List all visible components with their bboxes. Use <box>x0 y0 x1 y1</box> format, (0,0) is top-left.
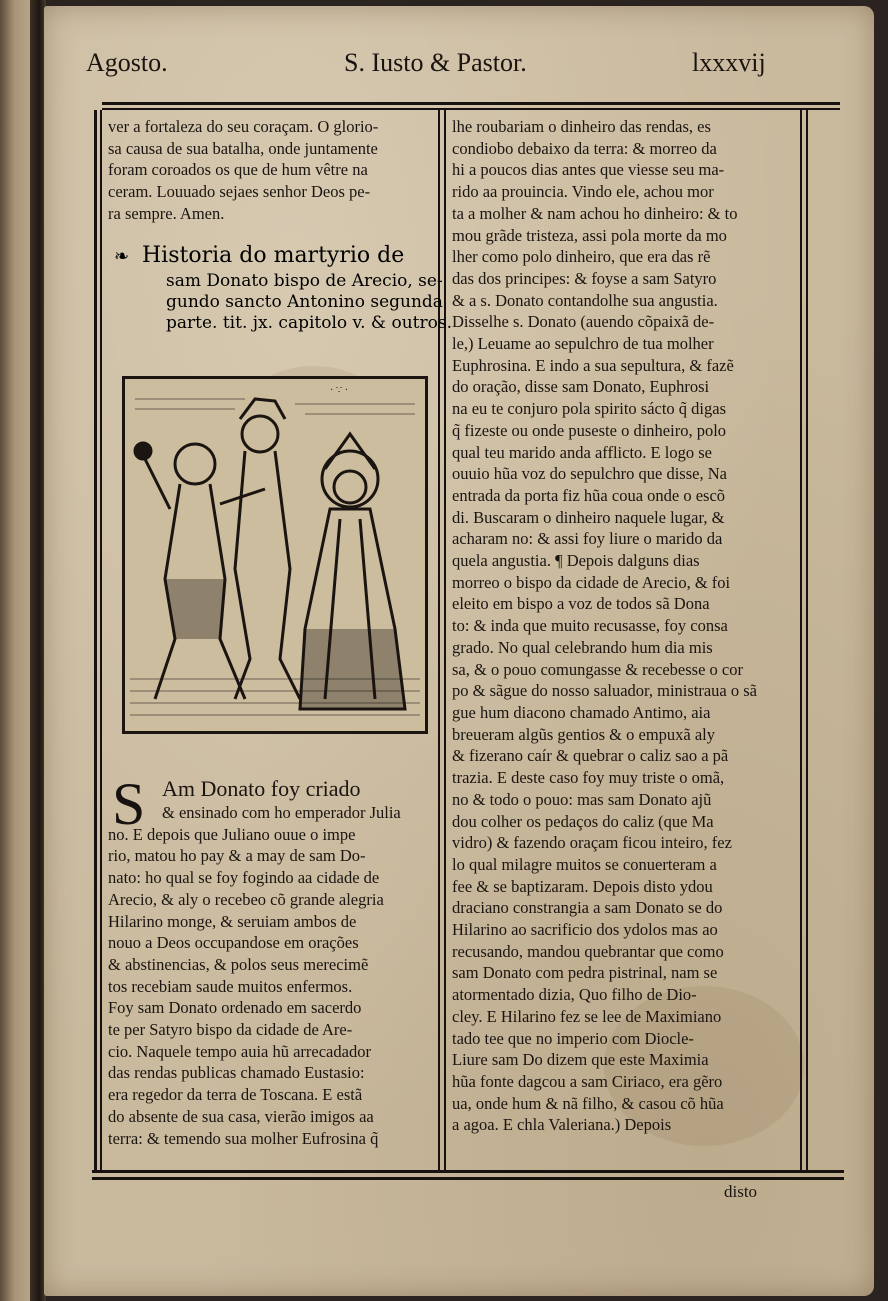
text-line: ceram. Louuado sejaes senhor Deos pe- <box>108 182 371 202</box>
text-line: nato: ho qual se foy fogindo aa cidade de <box>108 868 380 888</box>
woodcut-illustration <box>122 376 428 734</box>
text-line: q̃ fizeste ou onde puseste o dinheiro, polo <box>452 420 727 440</box>
text-line: fee & se baptizaram. Depois disto ydou <box>452 876 713 896</box>
woodcut-mark: · ∵ · <box>330 385 349 396</box>
catchword: disto <box>724 1182 758 1201</box>
text-line: ouuio hũa voz do sepulchro que disse, Na <box>452 464 727 484</box>
text-line: qual teu marido anda afflicto. E logo se <box>452 442 712 462</box>
text-line: ver a fortaleza do seu coraçam. O glorio- <box>108 117 379 136</box>
text-line: sa causa de sua batalha, onde juntamente <box>108 138 378 158</box>
book-page <box>44 6 874 1296</box>
bottom-rule <box>92 1177 844 1180</box>
text-line: di. Buscaram o dinheiro naquele lugar, & <box>452 507 725 527</box>
text-line: acharam no: & assi foy liure o marido da <box>452 529 723 549</box>
lead-line: Am Donato foy criado <box>162 776 361 801</box>
text-line: draciano constrangia a sam Donato se do <box>452 898 723 918</box>
text-line: a agoa. E chla Valeriana.) Depois <box>452 1115 672 1135</box>
text-line: do oração, disse sam Donato, Euphrosi <box>452 377 710 397</box>
facing-page-edge <box>0 0 32 1301</box>
right-border-rule <box>806 110 808 1172</box>
text-line: sa, & o pouo comungasse & recebesse o cor <box>452 659 743 679</box>
heading-first-line <box>114 242 439 271</box>
text-line: & fizerano caír & quebrar o caliz sao a pã <box>452 746 729 766</box>
text-line: do absente de sua casa, vierão imigos aa <box>108 1106 374 1126</box>
text-line: hi a poucos dias antes que viesse seu ma- <box>452 160 725 180</box>
text-line: Liure sam Do dizem que este Maximia <box>452 1050 709 1070</box>
text-line: na eu te conjuro pola spirito sácto q̃ digas <box>452 399 727 419</box>
text-line: rio, matou ho pay & a may de sam Do- <box>108 846 366 866</box>
text-line: foram coroados os que de hum vêtre na <box>108 160 368 180</box>
fleuron-icon: ❧ <box>114 246 130 267</box>
text-line: das dos principes: & foyse a sam Satyro <box>452 268 717 288</box>
top-rule <box>102 108 840 110</box>
left-column-bottom-text <box>108 771 434 1149</box>
left-border-rule <box>94 110 97 1172</box>
text-line: tos recebiam saude muitos enfermos. <box>108 976 353 996</box>
text-line: tado tee que no imperio com Diocle- <box>452 1028 694 1048</box>
text-line: lo qual milagre muitos se conuerteram a <box>452 854 717 874</box>
text-line: condiobo debaixo da terra: & morreo da <box>452 138 717 158</box>
text-line: le,) Leuame ao sepulchro de tua molher <box>452 334 714 354</box>
text-line: mou grãde tristeza, assi pola morte da mo <box>452 225 727 245</box>
text-line: ta a molher & nam achou ho dinheiro: & to <box>452 203 738 223</box>
text-line: entrada da porta fiz hũa coua onde o escõ <box>452 485 726 505</box>
woodcut-drawing <box>125 379 425 731</box>
text-line: Hilarino monge, & seruiam ambos de <box>108 911 357 931</box>
text-line: no. E depois que Juliano ouue o impe <box>108 824 356 844</box>
text-line: trazia. E deste caso foy muy triste o omã, <box>452 768 725 788</box>
text-line: quela angustia. ¶ Depois dalguns dias <box>452 551 700 571</box>
text-line: cley. E Hilarino fez se lee de Maximiano <box>452 1006 722 1026</box>
text-line: Foy sam Donato ordenado em sacerdo <box>108 998 362 1018</box>
text-line: & abstinencias, & polos seus merecimẽ <box>108 954 369 974</box>
text-line: breueram algũs gentios & o empuxã aly <box>452 724 716 744</box>
text-line: to: & inda que muito recusasse, foy consa <box>452 616 728 636</box>
text-line: ua, onde hum & nã filho, & casou cõ hũa <box>452 1093 724 1113</box>
heading-title: Historia do martyrio de <box>142 243 405 268</box>
bottom-rule <box>92 1170 844 1173</box>
text-line: grado. No qual celebrando hum dia mis <box>452 637 713 657</box>
left-column-top-text <box>108 116 434 225</box>
text-line: terra: & temendo sua molher Eufrosina q̃ <box>108 1128 379 1148</box>
running-head-title: S. Iusto & Pastor. <box>344 48 527 77</box>
text-line: recusando, mandou quebrantar que como <box>452 941 724 961</box>
text-line: Hilarino ao sacrificio dos ydolos mas ao <box>452 920 718 940</box>
running-head-month: Agosto. <box>86 48 168 77</box>
text-line: & ensinado com ho emperador Julia <box>162 803 401 822</box>
folio-number: lxxxvij <box>692 48 766 77</box>
text-line: atormentado dizia, Quo filho de Dio- <box>452 985 697 1005</box>
text-line: sam Donato com pedra pistrinal, nam se <box>452 963 718 983</box>
text-line: era regedor da terra de Toscana. E estã <box>108 1085 363 1105</box>
text-line: hũa fonte dagcou a sam Ciriaco, era gẽro <box>452 1071 723 1091</box>
right-column-text <box>452 116 802 1136</box>
text-line: nouo a Deos occupandose em orações <box>108 933 359 953</box>
text-line: no & todo o pouo: mas sam Donato ajũ <box>452 789 712 809</box>
text-line: lhe roubariam o dinheiro das rendas, es <box>452 117 711 136</box>
text-line: lher como polo dinheiro, que era das rẽ <box>452 247 711 267</box>
column-divider-rule <box>444 110 446 1172</box>
top-rule <box>102 102 840 105</box>
text-line: eleito em bispo a voz de todos sã Dona <box>452 594 710 614</box>
text-line: Disselhe s. Donato (auendo cõpaixã de- <box>452 312 715 332</box>
text-line: Euphrosina. E indo a sua sepultura, & fazẽ <box>452 355 734 375</box>
text-line: po & sãgue do nosso saluador, ministraua o sã <box>452 681 758 701</box>
text-line: cio. Naquele tempo auia hũ arrecadador <box>108 1041 371 1061</box>
left-border-rule <box>100 110 102 1172</box>
text-line: rido aa prouincia. Vindo ele, achou mor <box>452 182 714 202</box>
text-line: morreo o bispo da cidade de Arecio, & foi <box>452 572 731 592</box>
heading-line: gundo sancto Antonino segunda <box>166 292 443 312</box>
text-line: & a s. Donato contandolhe sua angustia. <box>452 290 718 310</box>
text-line: te per Satyro bispo da cidade de Are- <box>108 1020 353 1040</box>
text-line: Arecio, & aly o recebeo cõ grande alegria <box>108 889 384 909</box>
heading-line: sam Donato bispo de Arecio, se- <box>166 271 443 291</box>
text-line: vidro) & fazendo oraçam ficou inteiro, fez <box>452 833 732 853</box>
drop-cap: S <box>112 771 146 837</box>
heading-line: parte. tit. jx. capitolo v. & outros. <box>166 313 452 333</box>
text-line: ra sempre. Amen. <box>108 203 225 223</box>
chapter-heading <box>114 242 452 334</box>
text-line: dou colher os pedaços do caliz (que Ma <box>452 811 714 831</box>
text-line: das rendas publicas chamado Eustasio: <box>108 1063 365 1083</box>
text-line: gue hum diacono chamado Antimo, aia <box>452 702 711 722</box>
